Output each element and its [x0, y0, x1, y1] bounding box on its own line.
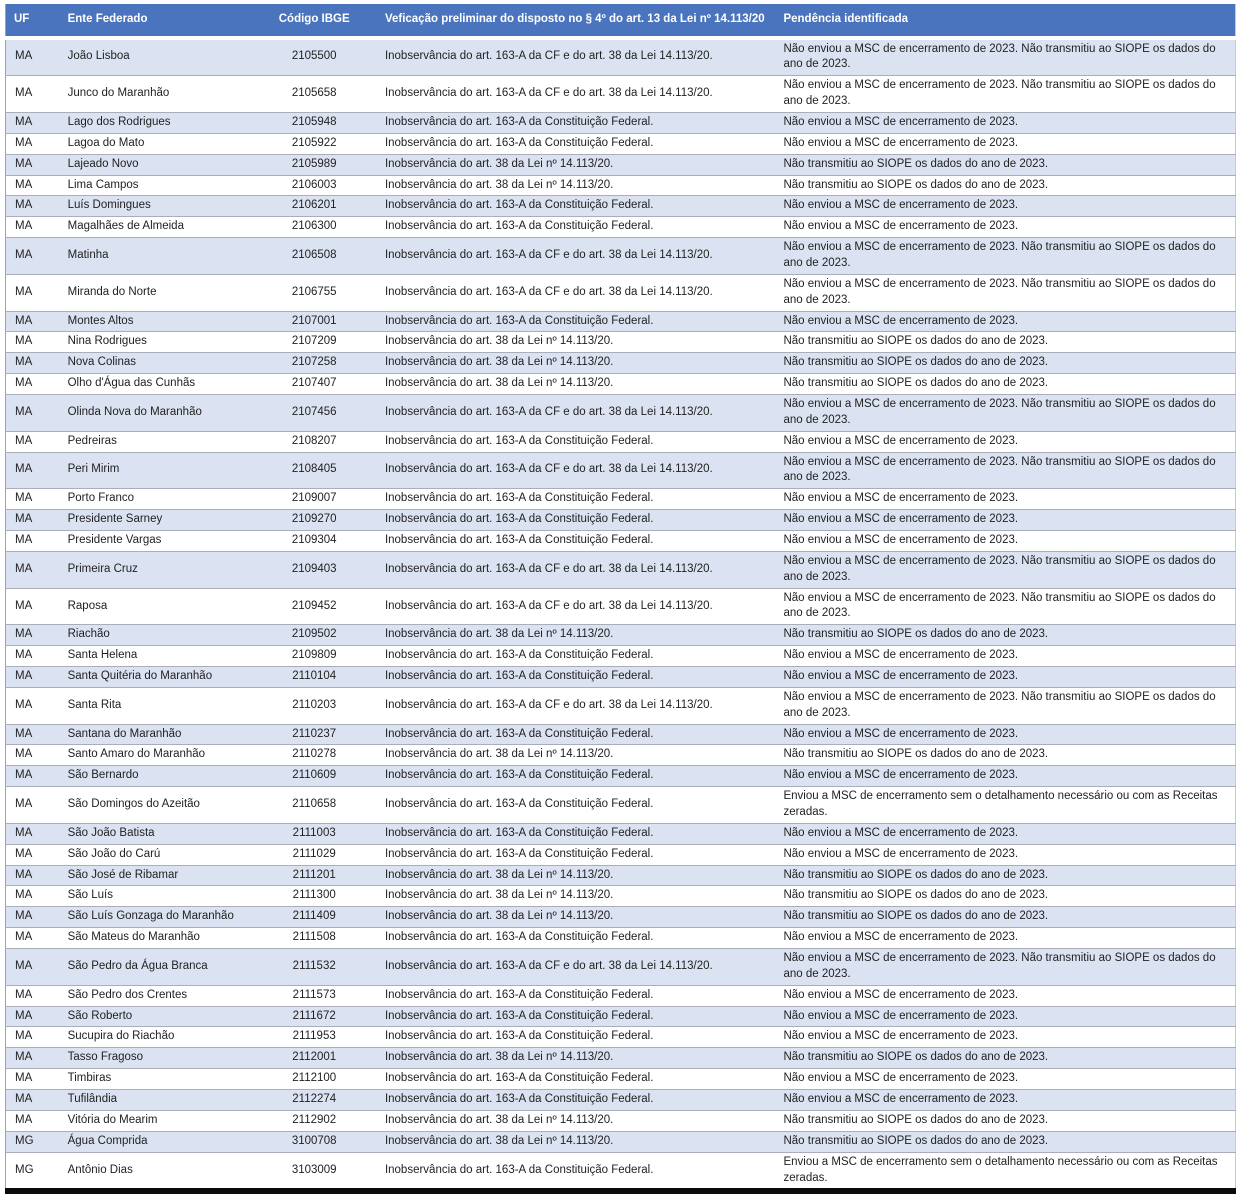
verificacao-cell: Inobservância do art. 163-A da Constituição Federal.	[384, 492, 654, 505]
ente-federado-cell: Primeira Cruz	[67, 562, 138, 575]
ente-federado-cell: Lajeado Novo	[67, 157, 139, 170]
uf-cell: MA	[15, 463, 33, 476]
ente-federado-cell: Vitória do Mearim	[67, 1113, 158, 1126]
table-row	[6, 667, 1236, 688]
pendencia-cell: Não enviou a MSC de encerramento de 2023. Não transmitiu ao SIOPE os dados do ano de 2023.	[783, 42, 1216, 71]
uf-cell: MA	[15, 434, 33, 447]
table-body	[6, 38, 1236, 1192]
table-row	[6, 1048, 1236, 1069]
pendencia-cell: Não enviou a MSC de encerramento de 2023.	[783, 931, 1019, 944]
ente-federado-cell: Lago dos Rodrigues	[67, 115, 171, 128]
table-row	[6, 687, 1236, 724]
verificacao-cell: Inobservância do art. 38 da Lei nº 14.113/20.	[384, 889, 614, 902]
codigo-ibge-cell: 2111953	[292, 1030, 336, 1043]
pendencia-cell: Não transmitiu ao SIOPE os dados do ano de 2023.	[783, 868, 1049, 881]
uf-cell: MA	[15, 670, 33, 683]
pendencia-cell: Não enviou a MSC de encerramento de 2023.	[783, 115, 1019, 128]
pendencia-cell: Não enviou a MSC de encerramento de 2023.	[783, 649, 1019, 662]
ente-federado-cell: Matinha	[67, 249, 109, 262]
verificacao-cell: Inobservância do art. 163-A da Constituição Federal.	[384, 1093, 654, 1106]
uf-cell: MA	[15, 562, 33, 575]
table-row	[6, 1027, 1236, 1048]
verificacao-cell: Inobservância do art. 38 da Lei nº 14.113/20.	[384, 1051, 614, 1064]
pendencia-cell: Não transmitiu ao SIOPE os dados do ano de 2023.	[783, 335, 1049, 348]
ente-federado-cell: Montes Altos	[67, 314, 134, 327]
pendencia-cell: Não enviou a MSC de encerramento de 2023. Não transmitiu ao SIOPE os dados do ano de 2023.	[783, 455, 1216, 484]
ente-federado-cell: Santana do Maranhão	[67, 727, 182, 740]
codigo-ibge-cell: 2111573	[292, 988, 336, 1001]
verificacao-cell: Inobservância do art. 38 da Lei nº 14.113/20.	[384, 335, 614, 348]
uf-cell: MA	[15, 1030, 33, 1043]
column-header-ente-federado: Ente Federado	[60, 4, 252, 38]
table-row	[6, 394, 1236, 431]
verificacao-cell: Inobservância do art. 163-A da CF e do art. 38 da Lei 14.113/20.	[384, 959, 713, 972]
codigo-ibge-cell: 2110609	[292, 769, 337, 782]
pendencia-cell: Não transmitiu ao SIOPE os dados do ano de 2023.	[783, 1134, 1049, 1147]
table-row	[6, 646, 1236, 667]
uf-cell: MA	[15, 868, 33, 881]
ente-federado-cell: São Domingos do Azeitão	[67, 798, 200, 811]
uf-cell: MA	[15, 377, 33, 390]
table-row	[6, 452, 1236, 489]
column-header-codigo-ibge: Código IBGE	[251, 4, 376, 38]
codigo-ibge-cell: 2109304	[291, 534, 337, 546]
verificacao-cell: Inobservância do art. 38 da Lei nº 14.113/20.	[384, 157, 614, 170]
uf-cell: MA	[15, 889, 33, 902]
codigo-ibge-cell: 2112274	[292, 1093, 337, 1106]
uf-cell: MA	[15, 931, 33, 944]
codigo-ibge-cell: 2107407	[291, 377, 337, 390]
pendencia-cell: Não enviou a MSC de encerramento de 2023.	[783, 1030, 1019, 1043]
pendencia-cell: Não enviou a MSC de encerramento de 2023. Não transmitiu ao SIOPE os dados do ano de 2023.	[783, 241, 1216, 269]
ente-federado-cell: Timbiras	[67, 1072, 112, 1085]
codigo-ibge-cell: 2110658	[292, 798, 337, 811]
ente-federado-cell: Tufilândia	[67, 1093, 118, 1106]
table-row	[6, 510, 1236, 531]
verificacao-cell: Inobservância do art. 163-A da Constituição Federal.	[384, 826, 654, 839]
table-row	[6, 38, 1236, 76]
codigo-ibge-cell: 2110104	[292, 670, 337, 683]
codigo-ibge-cell: 2110237	[292, 727, 337, 740]
ente-federado-cell: Olho d'Água das Cunhãs	[67, 377, 196, 390]
ente-federado-cell: Magalhães de Almeida	[67, 220, 184, 233]
codigo-ibge-cell: 2105989	[291, 157, 337, 170]
verificacao-cell: Inobservância do art. 163-A da Constituição Federal.	[384, 1072, 654, 1085]
verificacao-cell: Inobservância do art. 163-A da Constituição Federal.	[384, 220, 654, 233]
verificacao-cell: Inobservância do art. 38 da Lei nº 14.113/20.	[384, 356, 614, 369]
uf-cell: MA	[15, 513, 33, 526]
uf-cell: MA	[15, 534, 33, 546]
pendencia-cell: Não transmitiu ao SIOPE os dados do ano de 2023.	[783, 910, 1049, 923]
codigo-ibge-cell: 2111508	[292, 931, 336, 944]
ente-federado-cell: Santa Helena	[67, 649, 138, 662]
uf-cell: MA	[15, 492, 33, 505]
pendencia-cell: Não enviou a MSC de encerramento de 2023.	[783, 988, 1019, 1001]
ente-federado-cell: Nina Rodrigues	[67, 335, 147, 348]
codigo-ibge-cell: 2106508	[291, 249, 337, 262]
table-row	[6, 907, 1236, 928]
table-row	[6, 949, 1236, 986]
verificacao-cell: Inobservância do art. 163-A da CF e do art. 38 da Lei 14.113/20.	[384, 405, 713, 418]
ente-federado-cell: Presidente Vargas	[67, 534, 162, 546]
codigo-ibge-cell: 2111029	[292, 847, 336, 860]
table-row	[6, 76, 1236, 113]
verificacao-cell: Inobservância do art. 163-A da CF e do art. 38 da Lei 14.113/20.	[384, 463, 713, 476]
uf-cell: MA	[15, 178, 33, 191]
uf-cell: MA	[15, 136, 33, 149]
verificacao-cell: Inobservância do art. 38 da Lei nº 14.113/20.	[384, 377, 614, 390]
verificacao-cell: Inobservância do art. 38 da Lei nº 14.113/20.	[384, 748, 614, 761]
ente-federado-cell: São João Batista	[67, 826, 155, 839]
uf-cell: MA	[15, 1051, 33, 1064]
table-row	[6, 489, 1236, 510]
verificacao-cell: Inobservância do art. 38 da Lei nº 14.113/20.	[384, 178, 614, 191]
verificacao-cell: Inobservância do art. 163-A da Constituição Federal.	[384, 1009, 654, 1022]
verificacao-cell: Inobservância do art. 163-A da CF e do art. 38 da Lei 14.113/20.	[384, 599, 713, 612]
table-row	[6, 1006, 1236, 1027]
uf-cell: MA	[15, 649, 33, 662]
header-row	[6, 4, 1236, 38]
codigo-ibge-cell: 2107001	[291, 314, 337, 327]
table-row	[6, 332, 1236, 353]
uf-cell: MA	[15, 405, 33, 418]
verificacao-cell: Inobservância do art. 163-A da Constituição Federal.	[384, 434, 654, 447]
codigo-ibge-cell: 2111300	[292, 889, 336, 902]
verificacao-cell: Inobservância do art. 163-A da Constituição Federal.	[384, 1030, 654, 1043]
table-row	[6, 274, 1236, 311]
pendencia-cell: Não enviou a MSC de encerramento de 2023. Não transmitiu ao SIOPE os dados do ano de 2023.	[783, 397, 1216, 426]
table-row	[6, 1131, 1236, 1152]
pendencia-cell: Não enviou a MSC de encerramento de 2023.	[783, 534, 1019, 546]
pendencia-cell: Não enviou a MSC de encerramento de 2023.	[783, 492, 1019, 505]
table-header	[6, 4, 1236, 38]
column-header-verificacao-preliminar: Veficação preliminar do disposto no § 4º do art. 13 da Lei nº 14.113/20	[377, 4, 776, 38]
uf-cell: MA	[15, 314, 33, 327]
codigo-ibge-cell: 2109502	[291, 628, 337, 641]
pendencia-cell: Não transmitiu ao SIOPE os dados do ano de 2023.	[783, 356, 1049, 369]
uf-cell: MA	[15, 249, 33, 262]
ente-federado-cell: Riachão	[67, 628, 110, 641]
verificacao-cell: Inobservância do art. 163-A da Constituição Federal.	[384, 1163, 654, 1176]
ente-federado-cell: Lagoa do Mato	[67, 136, 145, 149]
table-row	[6, 311, 1236, 332]
codigo-ibge-cell: 2112001	[292, 1051, 337, 1064]
table-row	[6, 823, 1236, 844]
verificacao-cell: Inobservância do art. 163-A da Constituição Federal.	[384, 931, 654, 944]
ente-federado-cell: São José de Ribamar	[67, 868, 179, 881]
pendencia-cell: Não enviou a MSC de encerramento de 2023.	[783, 136, 1019, 149]
codigo-ibge-cell: 2105922	[291, 136, 337, 149]
codigo-ibge-cell: 2111672	[292, 1009, 336, 1022]
table-row	[6, 588, 1236, 625]
pendencia-cell: Não enviou a MSC de encerramento de 2023.	[783, 1072, 1019, 1085]
uf-cell: MA	[15, 748, 33, 761]
uf-cell: MA	[15, 115, 33, 128]
verificacao-cell: Inobservância do art. 38 da Lei nº 14.113/20.	[384, 868, 614, 881]
uf-cell: MA	[15, 910, 33, 923]
table-row	[6, 196, 1236, 217]
ente-federado-cell: Nova Colinas	[67, 356, 137, 369]
ente-federado-cell: Presidente Sarney	[67, 513, 163, 526]
verificacao-cell: Inobservância do art. 163-A da Constituição Federal.	[384, 534, 654, 546]
ente-federado-cell: Santo Amaro do Maranhão	[67, 748, 206, 761]
pendencia-cell: Não enviou a MSC de encerramento de 2023. Não transmitiu ao SIOPE os dados do ano de 2023.	[783, 554, 1216, 583]
ente-federado-cell: Santa Quitéria do Maranhão	[67, 670, 213, 683]
column-header-pendencia-identificada: Pendência identificada	[775, 4, 1235, 38]
uf-cell: MA	[15, 220, 33, 233]
table-row	[6, 724, 1236, 745]
pendencia-cell: Não transmitiu ao SIOPE os dados do ano de 2023.	[783, 178, 1049, 191]
verificacao-cell: Inobservância do art. 38 da Lei nº 14.113/20.	[384, 1113, 614, 1126]
verificacao-cell: Inobservância do art. 163-A da Constituição Federal.	[384, 649, 654, 662]
verificacao-cell: Inobservância do art. 163-A da Constituição Federal.	[384, 798, 654, 811]
ente-federado-cell: São Roberto	[67, 1009, 133, 1022]
table-row	[6, 353, 1236, 374]
table-row	[6, 217, 1236, 238]
pendencia-cell: Não transmitiu ao SIOPE os dados do ano de 2023.	[783, 889, 1049, 902]
table-row	[6, 431, 1236, 452]
ente-federado-cell: Junco do Maranhão	[67, 87, 170, 100]
uf-cell: MA	[15, 959, 33, 972]
pendencia-cell: Não enviou a MSC de encerramento de 2023. Não transmitiu ao SIOPE os dados do ano de 2023.	[783, 952, 1216, 980]
pendencia-cell: Não enviou a MSC de encerramento de 2023.	[783, 220, 1019, 233]
codigo-ibge-cell: 2105500	[291, 50, 337, 63]
uf-cell: MA	[15, 599, 33, 612]
ente-federado-cell: São Bernardo	[67, 769, 139, 782]
codigo-ibge-cell: 2106300	[291, 220, 337, 233]
uf-cell: MA	[15, 1093, 33, 1106]
verificacao-cell: Inobservância do art. 163-A da Constituição Federal.	[384, 727, 654, 740]
verificacao-cell: Inobservância do art. 163-A da CF e do art. 38 da Lei 14.113/20.	[384, 285, 713, 298]
codigo-ibge-cell: 2112100	[292, 1072, 337, 1085]
table-row	[6, 886, 1236, 907]
verificacao-cell: Inobservância do art. 163-A da Constituição Federal.	[384, 847, 654, 860]
codigo-ibge-cell: 2109270	[291, 513, 337, 526]
table-row	[6, 1090, 1236, 1111]
ente-federado-cell: São Pedro dos Crentes	[67, 988, 188, 1001]
table-row	[6, 238, 1236, 275]
verificacao-cell: Inobservância do art. 163-A da CF e do art. 38 da Lei 14.113/20.	[384, 562, 713, 575]
ente-federado-cell: Pedreiras	[67, 434, 117, 447]
ente-federado-cell: Luís Domingues	[67, 199, 151, 212]
table-row	[6, 745, 1236, 766]
codigo-ibge-cell: 2105658	[291, 87, 337, 100]
pendencia-cell: Não transmitiu ao SIOPE os dados do ano de 2023.	[783, 748, 1049, 761]
verificacao-cell: Inobservância do art. 163-A da Constituição Federal.	[384, 314, 654, 327]
pendencias-table	[5, 4, 1236, 1194]
uf-cell: MG	[15, 1134, 34, 1147]
ente-federado-cell: Água Comprida	[67, 1134, 148, 1147]
ente-federado-cell: São Luís	[67, 889, 114, 902]
table-row	[6, 1110, 1236, 1131]
uf-cell: MA	[15, 157, 33, 170]
verificacao-cell: Inobservância do art. 163-A da CF e do art. 38 da Lei 14.113/20.	[384, 249, 713, 262]
ente-federado-cell: São Luís Gonzaga do Maranhão	[67, 910, 234, 923]
codigo-ibge-cell: 2107258	[291, 356, 337, 369]
codigo-ibge-cell: 3100708	[291, 1134, 337, 1147]
table-row	[6, 154, 1236, 175]
pendencia-cell: Não enviou a MSC de encerramento de 2023.	[783, 727, 1019, 740]
pendencia-cell: Não enviou a MSC de encerramento de 2023.	[783, 670, 1019, 683]
pendencia-cell: Não transmitiu ao SIOPE os dados do ano de 2023.	[783, 1051, 1049, 1064]
verificacao-cell: Inobservância do art. 163-A da Constituição Federal.	[384, 199, 654, 212]
uf-cell: MA	[15, 199, 33, 212]
codigo-ibge-cell: 2109007	[291, 492, 337, 505]
ente-federado-cell: Lima Campos	[67, 178, 139, 191]
uf-cell: MA	[15, 285, 33, 298]
uf-cell: MA	[15, 1113, 33, 1126]
pendencia-cell: Não transmitiu ao SIOPE os dados do ano de 2023.	[783, 628, 1049, 641]
ente-federado-cell: Raposa	[67, 599, 108, 612]
codigo-ibge-cell: 2112902	[292, 1113, 337, 1126]
verificacao-cell: Inobservância do art. 38 da Lei nº 14.113/20.	[384, 910, 614, 923]
verificacao-cell: Inobservância do art. 163-A da Constituição Federal.	[384, 513, 654, 526]
ente-federado-cell: Santa Rita	[67, 698, 122, 711]
ente-federado-cell: Sucupira do Riachão	[67, 1030, 175, 1043]
uf-cell: MA	[15, 1009, 33, 1022]
codigo-ibge-cell: 2111201	[292, 868, 336, 881]
codigo-ibge-cell: 2111532	[292, 959, 336, 972]
uf-cell: MA	[15, 698, 33, 711]
table-row	[6, 787, 1236, 824]
ente-federado-cell: Peri Mirim	[67, 463, 120, 476]
table-row	[6, 551, 1236, 588]
table-row	[6, 766, 1236, 787]
pendencia-cell: Não enviou a MSC de encerramento de 2023.	[783, 199, 1019, 212]
table-row	[6, 985, 1236, 1006]
codigo-ibge-cell: 2109452	[291, 599, 337, 612]
table-row	[6, 1152, 1236, 1191]
table-row	[6, 531, 1236, 552]
codigo-ibge-cell: 2111409	[292, 910, 336, 923]
codigo-ibge-cell: 2110278	[292, 748, 337, 761]
codigo-ibge-cell: 2109809	[291, 649, 337, 662]
codigo-ibge-cell: 2108207	[291, 434, 337, 447]
pendencia-cell: Não enviou a MSC de encerramento de 2023.	[783, 314, 1019, 327]
pendencia-cell: Enviou a MSC de encerramento sem o detalhamento necessário ou com as Receitas zeradas.	[783, 1155, 1218, 1184]
verificacao-cell: Inobservância do art. 163-A da CF e do art. 38 da Lei 14.113/20.	[384, 87, 713, 100]
verificacao-cell: Inobservância do art. 163-A da CF e do art. 38 da Lei 14.113/20.	[384, 50, 713, 63]
codigo-ibge-cell: 2109403	[291, 562, 337, 575]
verificacao-cell: Inobservância do art. 163-A da Constituição Federal.	[384, 769, 654, 782]
ente-federado-cell: João Lisboa	[67, 50, 130, 63]
pendencia-cell: Não enviou a MSC de encerramento de 2023.	[783, 1093, 1019, 1106]
verificacao-cell: Inobservância do art. 163-A da Constituição Federal.	[384, 670, 654, 683]
uf-cell: MA	[15, 847, 33, 860]
table-row	[6, 928, 1236, 949]
verificacao-cell: Inobservância do art. 38 da Lei nº 14.113/20.	[384, 1134, 614, 1147]
pendencia-cell: Não enviou a MSC de encerramento de 2023.	[783, 826, 1019, 839]
ente-federado-cell: Olinda Nova do Maranhão	[67, 405, 202, 418]
table-row	[6, 1069, 1236, 1090]
uf-cell: MA	[15, 87, 33, 100]
codigo-ibge-cell: 2111003	[292, 826, 336, 839]
pendencia-cell: Não enviou a MSC de encerramento de 2023. Não transmitiu ao SIOPE os dados do ano de 2023.	[783, 79, 1216, 108]
table-row	[6, 625, 1236, 646]
table-row	[6, 133, 1236, 154]
table-row	[6, 865, 1236, 886]
ente-federado-cell: Antônio Dias	[67, 1163, 133, 1176]
pendencia-cell: Não enviou a MSC de encerramento de 2023. Não transmitiu ao SIOPE os dados do ano de 2023.	[783, 591, 1216, 620]
pendencia-cell: Não enviou a MSC de encerramento de 2023.	[783, 769, 1019, 782]
uf-cell: MA	[15, 727, 33, 740]
uf-cell: MA	[15, 1072, 33, 1085]
codigo-ibge-cell: 2110203	[292, 698, 337, 711]
ente-federado-cell: São Mateus do Maranhão	[67, 931, 200, 944]
pendencia-cell: Não enviou a MSC de encerramento de 2023.	[783, 1009, 1019, 1022]
column-header-uf: UF	[6, 4, 60, 38]
pendencia-cell: Não enviou a MSC de encerramento de 2023. Não transmitiu ao SIOPE os dados do ano de 2023.	[783, 277, 1216, 306]
verificacao-cell: Inobservância do art. 38 da Lei nº 14.113/20.	[384, 628, 614, 641]
uf-cell: MA	[15, 826, 33, 839]
uf-cell: MA	[15, 356, 33, 369]
codigo-ibge-cell: 2108405	[291, 463, 337, 476]
codigo-ibge-cell: 2105948	[291, 115, 337, 128]
uf-cell: MA	[15, 335, 33, 348]
uf-cell: MG	[15, 1163, 34, 1176]
codigo-ibge-cell: 2106201	[291, 199, 337, 212]
ente-federado-cell: São João do Carú	[67, 847, 161, 860]
codigo-ibge-cell: 2106003	[291, 178, 337, 191]
codigo-ibge-cell: 2106755	[291, 285, 337, 298]
pendencia-cell: Não enviou a MSC de encerramento de 2023. Não transmitiu ao SIOPE os dados do ano de 2023.	[783, 690, 1216, 719]
table-row	[6, 844, 1236, 865]
pendencia-cell: Não transmitiu ao SIOPE os dados do ano de 2023.	[783, 157, 1049, 170]
ente-federado-cell: São Pedro da Água Branca	[67, 959, 208, 972]
uf-cell: MA	[15, 769, 33, 782]
verificacao-cell: Inobservância do art. 163-A da Constituição Federal.	[384, 136, 654, 149]
ente-federado-cell: Porto Franco	[67, 492, 135, 505]
pendencia-cell: Não enviou a MSC de encerramento de 2023.	[783, 434, 1019, 447]
codigo-ibge-cell: 2107456	[291, 405, 337, 418]
uf-cell: MA	[15, 798, 33, 811]
uf-cell: MA	[15, 988, 33, 1001]
pendencia-cell: Enviou a MSC de encerramento sem o detalhamento necessário ou com as Receitas zeradas.	[783, 790, 1218, 819]
pendencia-cell: Não transmitiu ao SIOPE os dados do ano de 2023.	[783, 377, 1049, 390]
uf-cell: MA	[15, 50, 33, 63]
verificacao-cell: Inobservância do art. 163-A da Constituição Federal.	[384, 988, 654, 1001]
codigo-ibge-cell: 2107209	[291, 335, 337, 348]
pendencia-cell: Não enviou a MSC de encerramento de 2023.	[783, 513, 1019, 526]
table-row	[6, 374, 1236, 395]
table-row	[6, 112, 1236, 133]
verificacao-cell: Inobservância do art. 163-A da CF e do art. 38 da Lei 14.113/20.	[384, 698, 713, 711]
verificacao-cell: Inobservância do art. 163-A da Constituição Federal.	[384, 115, 654, 128]
pendencia-cell: Não enviou a MSC de encerramento de 2023.	[783, 847, 1019, 860]
codigo-ibge-cell: 3103009	[291, 1163, 337, 1176]
ente-federado-cell: Miranda do Norte	[67, 285, 157, 298]
ente-federado-cell: Tasso Fragoso	[67, 1051, 144, 1064]
uf-cell: MA	[15, 628, 33, 641]
table-row	[6, 175, 1236, 196]
pendencia-cell: Não transmitiu ao SIOPE os dados do ano de 2023.	[783, 1113, 1049, 1126]
